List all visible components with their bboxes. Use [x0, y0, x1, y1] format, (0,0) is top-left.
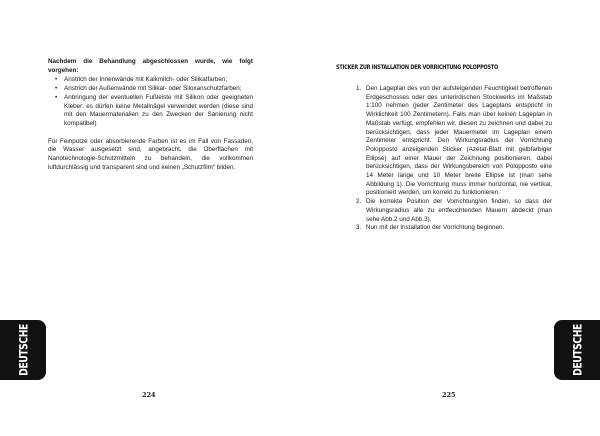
page-number-right: 225 — [442, 391, 456, 399]
step-item — [356, 198, 552, 224]
steps-list — [356, 85, 552, 233]
bullet-item: • Anbringung der eventuellen Fußleiste mit Silikon oder geeigneten Kleber: es dürfen keine Metallnägel verwendet werden (diese sind mit den Mauermaterialien zu den Zwecken der Sanierung nicht kompatibel) — [55, 94, 253, 129]
step-text: Den Lageplan des von der aufsteigenden Feuchtigkeit betroffenen Erdgeschosses oder des unterirdischen Stockwerks im Maßstab 1:100 nehmen (jeder Zentimeter des Lageplans entspricht in Wirklichkeit 100 Zentimetern). Falls man über keinen Lageplan in Maßstab verfügt, empfehlen wir, diesen zu zeichnen und dabei zu berücksichtigen, dass jeder Mauermeter im Lageplan einem Zentimeter entspricht. Den Wirkungsradius der Vorrichtung Polopposto anzeigenden Sticker (Azetat-Blatt mit gelbfarbiger Ellipse) auf einer Mauer der Zeichnung positionieren, dabei berücksichtigen, dass der Wirkungsbereich von Polopposto eine 14 Meter lange und 10 Meter breite Ellipse ist (man sehe Abbildung 1). Die Vorrichtung muss immer horizontal, nie vertikal, positioniert werden, um korrekt zu funktionieren. — [366, 85, 552, 197]
section-title: STICKER ZUR INSTALLATION DER VORRICHTUNG POLOPPOSTO — [336, 64, 499, 71]
step-text: Nun mit der Installation der Vorrichtung beginnen. — [366, 224, 505, 232]
step-number: 3. — [356, 224, 362, 232]
language-tab-label: DEUTSCHE — [570, 324, 585, 376]
bullet-item: • Anstrich der Innenwände mit Kalkmilch- oder Silikatfarben; — [55, 76, 253, 85]
paragraph-text: Für Feinputze oder absorbierende Farben ist es im Fall von Fassaden, die Wasser ausgesetzt sind, angebracht, die Oberflächen mit Nanotechnologie-Schutzmitteln zu behandeln, die vollkommen luftdurchlässig und transparent sind und keinen „Schutzfilm“ bilden. — [48, 137, 253, 171]
bullet-list — [55, 76, 253, 128]
language-tab-left — [0, 320, 46, 380]
bullet-item: • Anstrich der Außenwände mit Silikat- oder Siloxanschutzfarben; — [55, 85, 253, 94]
step-number: 1. — [356, 85, 362, 92]
left-page-content — [48, 58, 253, 172]
step-item — [356, 224, 552, 233]
step-text: Die korrekte Position der Vorrichtung/en finden, so dass der Wirkungsradius alle zu entfeuchtenden Mauern abdeckt (man sehe Abb.2 und Abb.3). — [366, 198, 552, 223]
language-tab-right — [554, 320, 600, 380]
page-number-left: 224 — [142, 391, 156, 399]
step-number: 2. — [356, 198, 362, 206]
intro-text: Nachdem die Behandlung abgeschlossen wurde, wie folgt vorgehen: — [48, 58, 253, 74]
language-tab-label: DEUTSCHE — [16, 324, 31, 376]
step-item — [356, 85, 552, 198]
